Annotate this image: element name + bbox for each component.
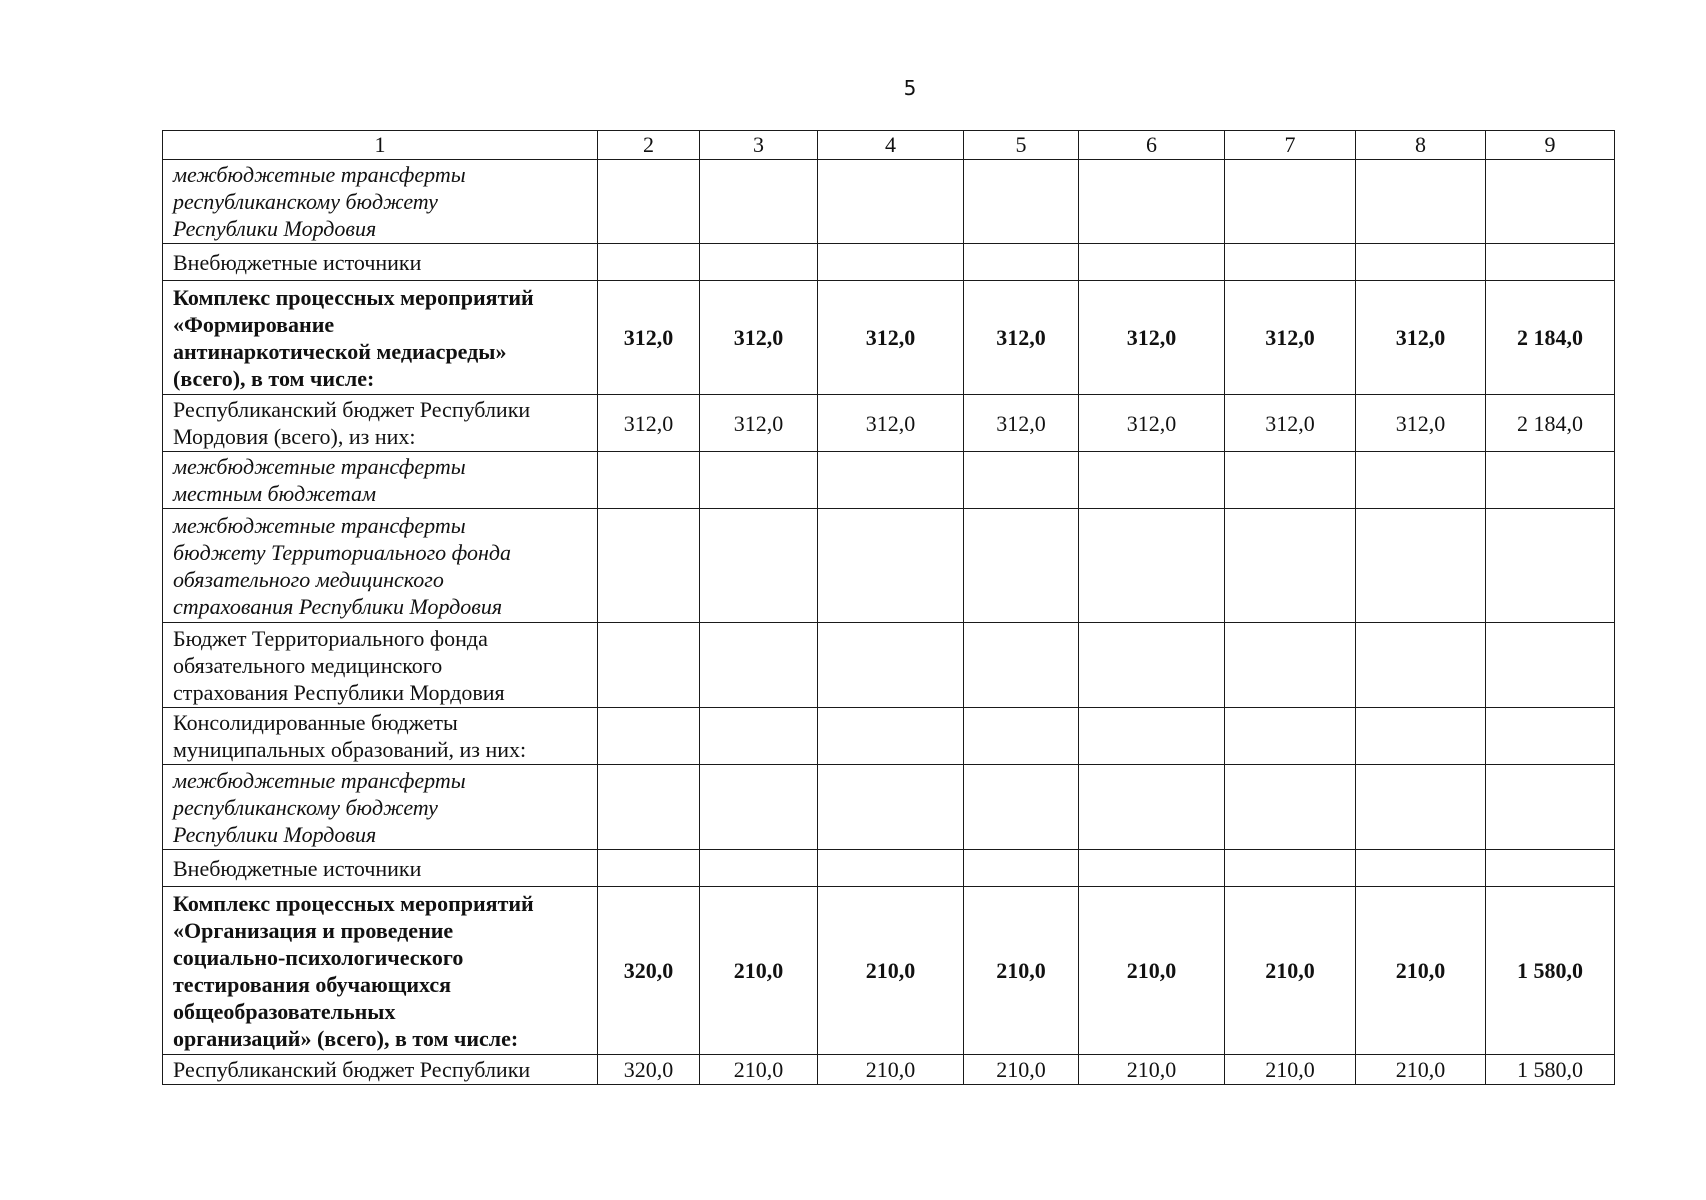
table-row xyxy=(163,395,1615,452)
row-label-line: «Формирование xyxy=(173,311,335,337)
row-label xyxy=(163,281,598,395)
table-row xyxy=(163,452,1615,509)
value-cell-col-3 xyxy=(700,708,818,765)
row-label-line: Внебюджетные источники xyxy=(173,249,422,275)
value-cell-col-3: 312,0 xyxy=(700,281,818,395)
row-label-line: муниципальных образований, из них: xyxy=(173,737,527,762)
row-label-line: страхования Республики Мордовия xyxy=(173,679,505,705)
value-cell-col-4: 210,0 xyxy=(818,1055,964,1085)
value-cell-col-3 xyxy=(700,623,818,708)
header-cell: 8 xyxy=(1356,131,1486,160)
row-label-line: обязательного медицинского xyxy=(173,652,443,678)
value-cell-col-7 xyxy=(1225,509,1356,623)
value-cell-col-5 xyxy=(964,509,1079,623)
value-cell-col-3 xyxy=(700,509,818,623)
value-cell-col-8 xyxy=(1356,850,1486,887)
table-row xyxy=(163,1055,1615,1085)
value-cell-col-6: 210,0 xyxy=(1079,887,1225,1055)
value-cell-col-2 xyxy=(598,509,700,623)
value-cell-col-7: 210,0 xyxy=(1225,887,1356,1055)
row-label-line: бюджету Территориального фонда xyxy=(173,539,512,565)
value-cell-col-2 xyxy=(598,765,700,850)
value-cell-col-9: 2 184,0 xyxy=(1486,281,1615,395)
value-cell-col-6 xyxy=(1079,765,1225,850)
value-cell-col-6: 312,0 xyxy=(1079,395,1225,452)
header-cell: 9 xyxy=(1486,131,1615,160)
value-cell-col-8: 312,0 xyxy=(1356,395,1486,452)
table-row xyxy=(163,850,1615,887)
row-label xyxy=(163,850,598,887)
budget-table xyxy=(162,130,1615,1085)
value-cell-col-3: 210,0 xyxy=(700,887,818,1055)
value-cell-col-2: 320,0 xyxy=(598,1055,700,1085)
value-cell-col-4 xyxy=(818,244,964,281)
value-cell-col-6 xyxy=(1079,160,1225,244)
value-cell-col-2 xyxy=(598,452,700,509)
row-label-line: социально-психологического xyxy=(173,944,464,970)
page-number: 5 xyxy=(903,76,917,100)
row-label-line: республиканскому бюджету xyxy=(173,189,438,214)
value-cell-col-9 xyxy=(1486,452,1615,509)
row-label-line: тестирования обучающихся xyxy=(173,971,452,997)
table-row xyxy=(163,244,1615,281)
row-label-line: антинаркотической медиасреды» xyxy=(173,338,507,364)
value-cell-col-4: 210,0 xyxy=(818,887,964,1055)
value-cell-col-4 xyxy=(818,765,964,850)
row-label-line: страхования Республики Мордовия xyxy=(173,593,503,619)
value-cell-col-6: 312,0 xyxy=(1079,281,1225,395)
row-label xyxy=(163,509,598,623)
value-cell-col-9 xyxy=(1486,623,1615,708)
row-label-line: «Организация и проведение xyxy=(173,917,454,943)
value-cell-col-8: 312,0 xyxy=(1356,281,1486,395)
value-cell-col-4 xyxy=(818,708,964,765)
header-cell: 3 xyxy=(700,131,818,160)
value-cell-col-2 xyxy=(598,160,700,244)
value-cell-col-9 xyxy=(1486,765,1615,850)
value-cell-col-9: 1 580,0 xyxy=(1486,887,1615,1055)
value-cell-col-5 xyxy=(964,160,1079,244)
value-cell-col-3: 312,0 xyxy=(700,395,818,452)
value-cell-col-4 xyxy=(818,623,964,708)
value-cell-col-8: 210,0 xyxy=(1356,1055,1486,1085)
value-cell-col-6 xyxy=(1079,244,1225,281)
value-cell-col-7 xyxy=(1225,244,1356,281)
row-label-line: общеобразовательных xyxy=(173,998,396,1024)
row-label-line: Республиканский бюджет Республики xyxy=(173,1057,531,1082)
row-label-line: межбюджетные трансферты xyxy=(173,767,466,793)
value-cell-col-8 xyxy=(1356,509,1486,623)
row-label xyxy=(163,244,598,281)
value-cell-col-3 xyxy=(700,452,818,509)
value-cell-col-6 xyxy=(1079,850,1225,887)
value-cell-col-3: 210,0 xyxy=(700,1055,818,1085)
value-cell-col-4 xyxy=(818,452,964,509)
row-label xyxy=(163,708,598,765)
table-row xyxy=(163,708,1615,765)
value-cell-col-2 xyxy=(598,850,700,887)
table-row xyxy=(163,623,1615,708)
value-cell-col-9 xyxy=(1486,708,1615,765)
value-cell-col-9 xyxy=(1486,509,1615,623)
header-cell: 6 xyxy=(1079,131,1225,160)
value-cell-col-5: 312,0 xyxy=(964,395,1079,452)
table-row xyxy=(163,160,1615,244)
value-cell-col-5: 312,0 xyxy=(964,281,1079,395)
row-label-line: обязательного медицинского xyxy=(173,566,444,592)
row-label xyxy=(163,452,598,509)
value-cell-col-4: 312,0 xyxy=(818,281,964,395)
row-label-line: Внебюджетные источники xyxy=(173,855,422,881)
value-cell-col-4 xyxy=(818,509,964,623)
row-label-line: Комплекс процессных мероприятий xyxy=(173,284,534,310)
value-cell-col-8: 210,0 xyxy=(1356,887,1486,1055)
row-label xyxy=(163,765,598,850)
value-cell-col-8 xyxy=(1356,244,1486,281)
value-cell-col-8 xyxy=(1356,452,1486,509)
value-cell-col-7 xyxy=(1225,160,1356,244)
row-label-line: Комплекс процессных мероприятий xyxy=(173,890,534,916)
row-label-line: Республиканский бюджет Республики xyxy=(173,397,531,422)
row-label-line: республиканскому бюджету xyxy=(173,794,438,820)
value-cell-col-3 xyxy=(700,244,818,281)
row-label-line: организаций» (всего), в том числе: xyxy=(173,1025,519,1051)
header-cell: 4 xyxy=(818,131,964,160)
value-cell-col-4 xyxy=(818,850,964,887)
value-cell-col-9 xyxy=(1486,160,1615,244)
table-row xyxy=(163,509,1615,623)
value-cell-col-7 xyxy=(1225,765,1356,850)
value-cell-col-7: 312,0 xyxy=(1225,395,1356,452)
table-row xyxy=(163,765,1615,850)
row-label-line: межбюджетные трансферты xyxy=(173,162,466,187)
value-cell-col-9 xyxy=(1486,850,1615,887)
value-cell-col-3 xyxy=(700,850,818,887)
value-cell-col-2: 320,0 xyxy=(598,887,700,1055)
value-cell-col-2: 312,0 xyxy=(598,281,700,395)
value-cell-col-2 xyxy=(598,708,700,765)
value-cell-col-5 xyxy=(964,850,1079,887)
value-cell-col-9: 2 184,0 xyxy=(1486,395,1615,452)
value-cell-col-5: 210,0 xyxy=(964,1055,1079,1085)
row-label xyxy=(163,623,598,708)
value-cell-col-7: 312,0 xyxy=(1225,281,1356,395)
header-row xyxy=(163,131,1615,160)
row-label-line: Консолидированные бюджеты xyxy=(173,710,458,735)
value-cell-col-6 xyxy=(1079,708,1225,765)
value-cell-col-3 xyxy=(700,765,818,850)
value-cell-col-3 xyxy=(700,160,818,244)
row-label xyxy=(163,887,598,1055)
row-label-line: Бюджет Территориального фонда xyxy=(173,625,488,651)
row-label-line: Республики Мордовия xyxy=(173,821,377,847)
value-cell-col-7 xyxy=(1225,623,1356,708)
value-cell-col-6 xyxy=(1079,509,1225,623)
value-cell-col-6: 210,0 xyxy=(1079,1055,1225,1085)
value-cell-col-7: 210,0 xyxy=(1225,1055,1356,1085)
header-cell: 5 xyxy=(964,131,1079,160)
row-label xyxy=(163,1055,598,1085)
header-cell: 7 xyxy=(1225,131,1356,160)
value-cell-col-5 xyxy=(964,708,1079,765)
value-cell-col-6 xyxy=(1079,452,1225,509)
row-label-line: местным бюджетам xyxy=(173,481,377,506)
value-cell-col-7 xyxy=(1225,850,1356,887)
row-label-line: межбюджетные трансферты xyxy=(173,512,466,538)
value-cell-col-2 xyxy=(598,623,700,708)
header-cell: 1 xyxy=(163,131,598,160)
value-cell-col-5 xyxy=(964,765,1079,850)
value-cell-col-6 xyxy=(1079,623,1225,708)
value-cell-col-5 xyxy=(964,452,1079,509)
value-cell-col-2 xyxy=(598,244,700,281)
value-cell-col-4 xyxy=(818,160,964,244)
value-cell-col-5 xyxy=(964,623,1079,708)
table-row xyxy=(163,887,1615,1055)
row-label-line: Мордовия (всего), из них: xyxy=(173,424,416,449)
value-cell-col-8 xyxy=(1356,623,1486,708)
value-cell-col-9: 1 580,0 xyxy=(1486,1055,1615,1085)
value-cell-col-4: 312,0 xyxy=(818,395,964,452)
value-cell-col-9 xyxy=(1486,244,1615,281)
value-cell-col-8 xyxy=(1356,708,1486,765)
header-cell: 2 xyxy=(598,131,700,160)
row-label xyxy=(163,160,598,244)
row-label-line: (всего), в том числе: xyxy=(173,365,375,391)
value-cell-col-5 xyxy=(964,244,1079,281)
row-label-line: Республики Мордовия xyxy=(173,216,377,241)
row-label xyxy=(163,395,598,452)
value-cell-col-7 xyxy=(1225,708,1356,765)
row-label-line: межбюджетные трансферты xyxy=(173,454,466,479)
value-cell-col-5: 210,0 xyxy=(964,887,1079,1055)
table-row xyxy=(163,281,1615,395)
value-cell-col-7 xyxy=(1225,452,1356,509)
value-cell-col-8 xyxy=(1356,765,1486,850)
value-cell-col-2: 312,0 xyxy=(598,395,700,452)
value-cell-col-8 xyxy=(1356,160,1486,244)
